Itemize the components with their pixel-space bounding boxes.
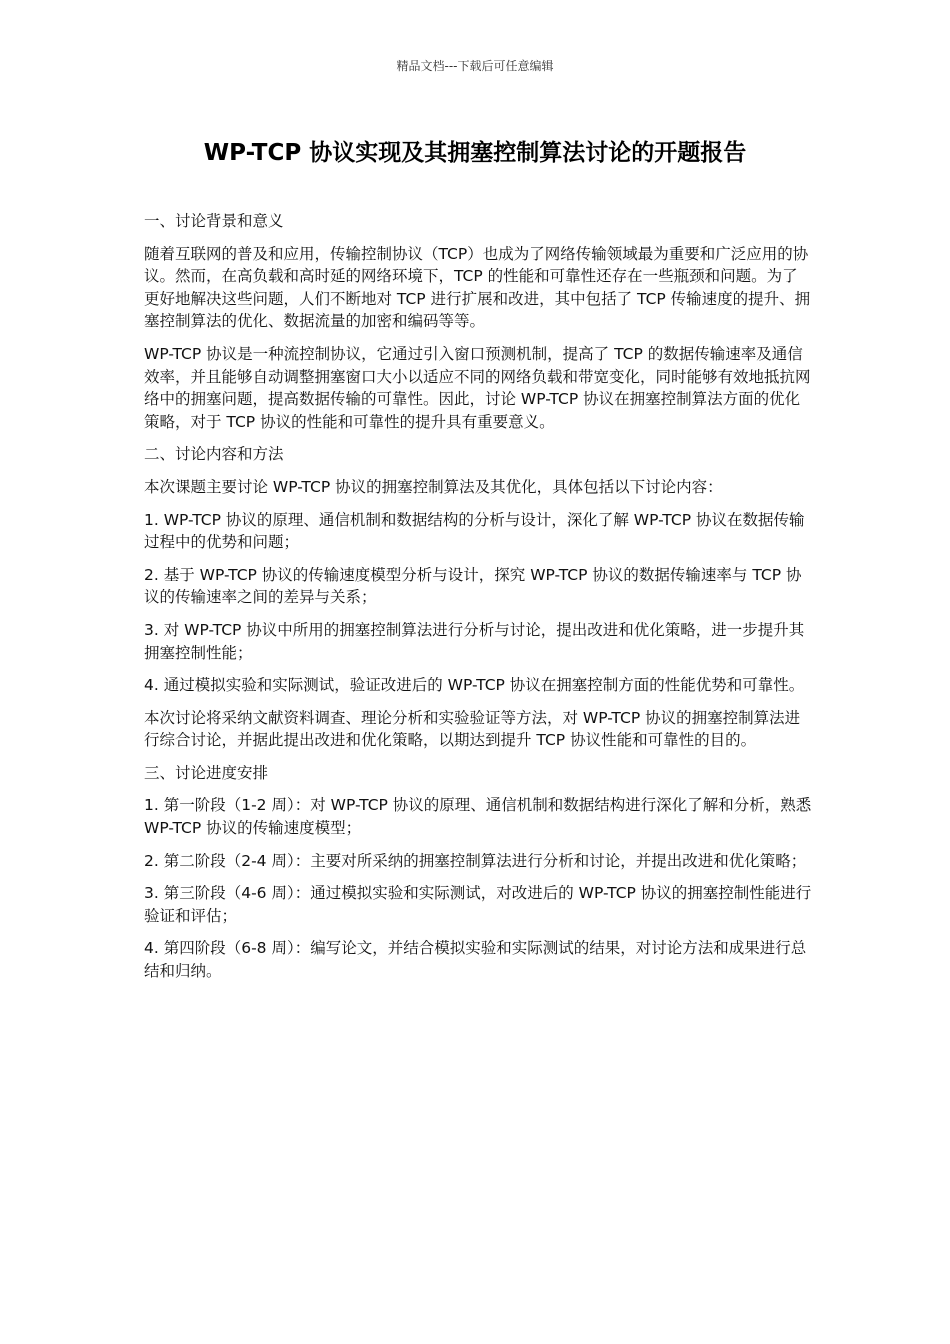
- list-item: 2. 基于 WP-TCP 协议的传输速度模型分析与设计，探究 WP-TCP 协议的数据传输速率与 TCP 协议的传输速率之间的差异与关系；: [144, 565, 802, 607]
- paragraph: 本次讨论将采纳文献资料调查、理论分析和实验验证等方法，对 WP-TCP 协议的拥塞控制算法进行综合讨论，并据此提出改进和优化策略，以期达到提升 TCP 协议性能和可靠性的目的。: [144, 708, 801, 750]
- list-item: 2. 第二阶段（2-4 周）：主要对所采纳的拥塞控制算法进行分析和讨论，并提出改进和优化策略；: [144, 851, 807, 870]
- list-item: 1. WP-TCP 协议的原理、通信机制和数据结构的分析与设计，深化了解 WP-TCP 协议在数据传输过程中的优势和问题；: [144, 510, 805, 552]
- paragraph: WP-TCP 协议是一种流控制协议，它通过引入窗口预测机制，提高了 TCP 的数据传输速率及通信效率，并且能够自动调整拥塞窗口大小以适应不同的网络负载和带宽变化，同时能够有效地抵抗网络中的拥塞问题，提高数据传输的可靠性。因此，讨论 WP-TCP 协议在拥塞控制算法方面的优化策略，对于 TCP 协议的性能和可靠性的提升具有重要意义。: [144, 344, 811, 431]
- list-item: 3. 对 WP-TCP 协议中所用的拥塞控制算法进行分析与讨论，提出改进和优化策略，进一步提升其拥塞控制性能；: [144, 620, 805, 662]
- document-body: [144, 210, 812, 993]
- section-heading-content-method: 二、讨论内容和方法: [144, 445, 284, 464]
- list-item: 1. 第一阶段（1-2 周）：对 WP-TCP 协议的原理、通信机制和数据结构进行深化了解和分析，熟悉 WP-TCP 协议的传输速度模型；: [144, 796, 812, 838]
- document-title: WP-TCP 协议实现及其拥塞控制算法讨论的开题报告: [203, 140, 747, 166]
- header-note: 精品文档---下载后可任意编辑: [396, 59, 554, 73]
- paragraph: 本次课题主要讨论 WP-TCP 协议的拥塞控制算法及其优化，具体包括以下讨论内容：: [144, 477, 723, 496]
- paragraph: 随着互联网的普及和应用，传输控制协议（TCP）也成为了网络传输领域最为重要和广泛应用的协议。然而，在高负载和高时延的网络环境下，TCP 的性能和可靠性还存在一些瓶颈和问题。为了更好地解决这些问题，人们不断地对 TCP 进行扩展和改进，其中包括了 TCP 传输速度的提升、拥塞控制算法的优化、数据流量的加密和编码等等。: [144, 244, 811, 331]
- list-item: 4. 第四阶段（6-8 周）：编写论文，并结合模拟实验和实际测试的结果，对讨论方法和成果进行总结和归纳。: [144, 939, 807, 981]
- section-heading-background: 一、讨论背景和意义: [144, 212, 284, 230]
- list-item: 3. 第三阶段（4-6 周）：通过模拟实验和实际测试，对改进后的 WP-TCP 协议的拥塞控制性能进行验证和评估；: [144, 884, 812, 925]
- section-heading-schedule: 三、讨论进度安排: [144, 763, 269, 782]
- list-item: 4. 通过模拟实验和实际测试，验证改进后的 WP-TCP 协议在拥塞控制方面的性能优势和可靠性。: [144, 676, 805, 695]
